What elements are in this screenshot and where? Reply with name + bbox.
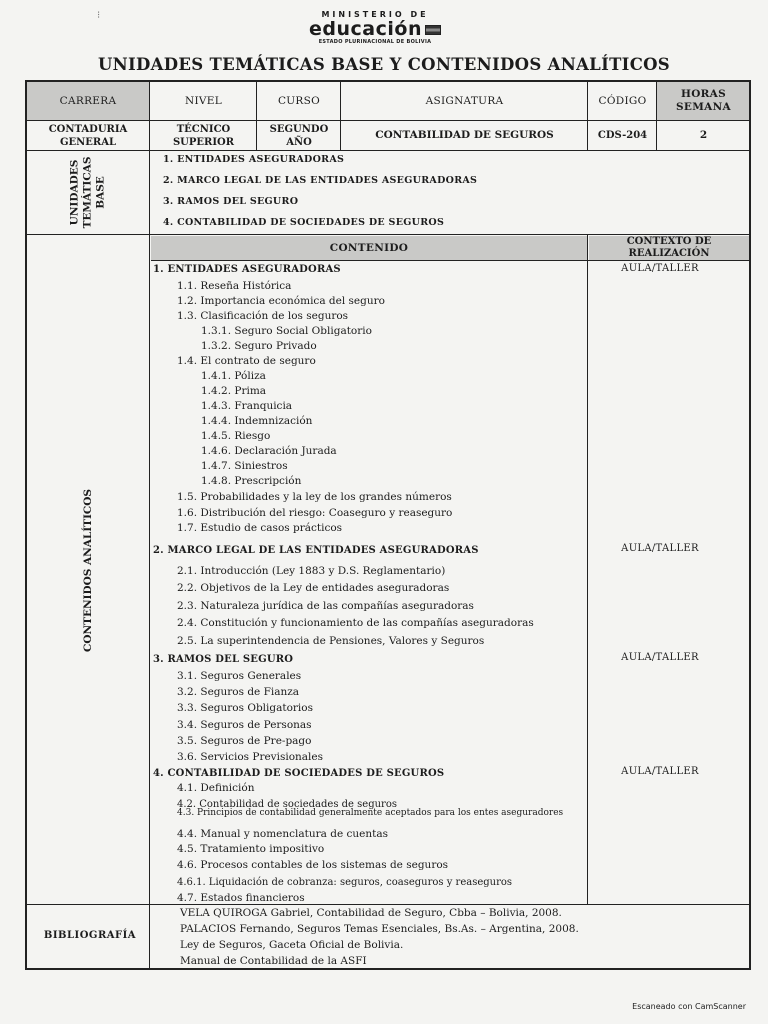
scanner-watermark: Escaneado con CamScanner	[632, 1002, 746, 1011]
value-curso-line1: SEGUNDO	[269, 123, 329, 135]
ministry-logo-block	[300, 10, 450, 45]
content-item: 1.4.5. Riesgo	[201, 430, 271, 442]
content-item: 4.5. Tratamiento impositivo	[177, 843, 325, 855]
contexto-header-line1: CONTEXTO DE	[626, 235, 712, 247]
content-item: 2.1. Introducción (Ley 1883 y D.S. Reglamentario)	[177, 565, 446, 577]
col-header-carrera: CARRERA	[59, 94, 117, 107]
value-carrera-line1: CONTADURIA	[48, 123, 128, 135]
content-item: 4.2. Contabilidad de sociedades de seguros	[177, 799, 397, 810]
rule	[151, 260, 751, 261]
content-item: 1.4.3. Franquicia	[201, 400, 293, 412]
page-title: UNIDADES TEMÁTICAS BASE Y CONTENIDOS ANALÍTICOS	[97, 55, 671, 74]
bibliography-item: VELA QUIROGA Gabriel, Contabilidad de Seguro, Cbba – Bolivia, 2008.	[180, 907, 562, 919]
content-item: 1.3.1. Seguro Social Obligatorio	[201, 325, 372, 337]
bibliography-item: Manual de Contabilidad de la ASFI	[180, 955, 367, 967]
value-codigo: CDS-204	[597, 130, 648, 141]
content-item: 4.6. Procesos contables de los sistemas de seguros	[177, 859, 449, 871]
rule	[340, 80, 341, 150]
bibliography-item: Ley de Seguros, Gaceta Oficial de Bolivia.	[180, 939, 404, 951]
col-header-horas	[658, 82, 749, 120]
context-cell: AULA/TALLER	[621, 766, 699, 777]
content-item: 1.4.1. Póliza	[201, 370, 266, 382]
content-item: 1.1. Reseña Histórica	[177, 280, 292, 292]
content-item: 1.4. El contrato de seguro	[177, 355, 316, 367]
value-nivel-line2: SUPERIOR	[172, 136, 235, 148]
content-item: 1.4.7. Siniestros	[201, 460, 288, 472]
col-header-nivel: NIVEL	[184, 94, 223, 107]
content-item: 3.5. Seguros de Pre-pago	[177, 735, 312, 747]
content-item: 4.4. Manual y nomenclatura de cuentas	[177, 828, 389, 840]
units-label-line2: TEMÁTICAS	[81, 156, 94, 229]
value-horas: 2	[699, 129, 708, 141]
content-section-title: 3. RAMOS DEL SEGURO	[153, 654, 294, 665]
content-section-title: 2. MARCO LEGAL DE LAS ENTIDADES ASEGURADORAS	[153, 545, 479, 556]
content-item: 2.5. La superintendencia de Pensiones, Valores y Seguros	[177, 635, 485, 647]
content-item: 1.7. Estudio de casos prácticos	[177, 522, 343, 534]
units-label-line3: BASE	[94, 176, 107, 209]
col-header-asignatura: ASIGNATURA	[425, 94, 504, 107]
content-item: 1.5. Probabilidades y la ley de los grandes números	[177, 491, 452, 503]
units-list	[163, 153, 477, 237]
rule	[149, 80, 150, 970]
rule	[587, 80, 588, 150]
bibliography-item: PALACIOS Fernando, Seguros Temas Esenciales, Bs.As. – Argentina, 2008.	[180, 923, 579, 935]
value-curso-line2: AÑO	[286, 136, 312, 148]
unit-item: 2. MARCO LEGAL DE LAS ENTIDADES ASEGURADORAS	[163, 175, 478, 186]
content-item: 3.4. Seguros de Personas	[177, 719, 312, 731]
content-item: 1.4.2. Prima	[201, 385, 267, 397]
content-item: 1.3.2. Seguro Privado	[201, 340, 317, 352]
col-header-curso: CURSO	[277, 94, 321, 107]
contexto-header-line2: REALIZACIÓN	[628, 247, 710, 259]
content-item: 1.2. Importancia económica del seguro	[177, 295, 385, 307]
content-item: 4.3. Principios de contabilidad generalmente aceptados para los entes aseguradores	[177, 808, 564, 818]
value-nivel	[151, 121, 256, 150]
bibliography-label: BIBLIOGRAFÍA	[43, 930, 137, 941]
content-item: 2.2. Objetivos de la Ley de entidades aseguradoras	[177, 582, 450, 594]
content-item: 1.6. Distribución del riesgo: Coaseguro y reaseguro	[177, 507, 453, 519]
content-item: 4.6.1. Liquidación de cobranza: seguros, coaseguros y reaseguros	[177, 877, 513, 888]
ministry-subtitle: ESTADO PLURINACIONAL DE BOLIVIA	[318, 39, 432, 45]
content-item: 3.1. Seguros Generales	[177, 670, 302, 682]
context-cell: AULA/TALLER	[621, 263, 699, 274]
ministry-logo-word: educación	[309, 18, 422, 40]
contenido-header: CONTENIDO	[329, 241, 409, 254]
content-item: 3.3. Seguros Obligatorios	[177, 702, 313, 714]
ministry-logo-text	[300, 19, 450, 39]
col-header-horas-line2: SEMANA	[676, 101, 731, 113]
content-section-title: 4. CONTABILIDAD DE SOCIEDADES DE SEGUROS	[153, 768, 445, 779]
value-curso	[258, 121, 340, 150]
content-item: 2.4. Constitución y funcionamiento de las compañías aseguradoras	[177, 617, 534, 629]
content-item: 3.6. Servicios Previsionales	[177, 751, 324, 763]
content-item: 4.1. Definición	[177, 782, 255, 794]
content-section-title: 1. ENTIDADES ASEGURADORAS	[153, 264, 341, 275]
content-item: 1.4.6. Declaración Jurada	[201, 445, 337, 457]
ministry-top-text: MINISTERIO DE	[321, 10, 429, 19]
context-cell: AULA/TALLER	[621, 652, 699, 663]
scan-speck: ⁝	[97, 10, 101, 21]
bolivia-flag-icon	[425, 25, 441, 35]
content-item: 1.4.8. Prescripción	[201, 475, 302, 487]
value-carrera	[27, 121, 149, 150]
rule	[25, 904, 751, 905]
content-item: 2.3. Naturaleza jurídica de las compañías aseguradoras	[177, 600, 474, 612]
value-carrera-line2: GENERAL	[59, 136, 117, 148]
unit-item: 1. ENTIDADES ASEGURADORAS	[163, 154, 345, 165]
units-label	[27, 151, 149, 234]
rule	[587, 234, 588, 904]
contents-label	[27, 236, 149, 904]
col-header-horas-line1: HORAS	[680, 88, 727, 100]
units-label-rotated	[68, 157, 107, 229]
content-item: 3.2. Seguros de Fianza	[177, 686, 300, 698]
content-item: 1.4.4. Indemnización	[201, 415, 313, 427]
units-label-line1: UNIDADES	[68, 159, 81, 226]
rule	[256, 80, 257, 150]
content-item: 4.7. Estados financieros	[177, 892, 305, 904]
rule	[656, 80, 657, 150]
contexto-header	[589, 235, 749, 260]
content-item: 1.3. Clasificación de los seguros	[177, 310, 349, 322]
context-cell: AULA/TALLER	[621, 543, 699, 554]
contents-label-text: CONTENIDOS ANALÍTICOS	[81, 488, 94, 652]
unit-item: 4. CONTABILIDAD DE SOCIEDADES DE SEGUROS	[163, 217, 445, 228]
value-nivel-line1: TÉCNICO	[176, 123, 231, 135]
unit-item: 3. RAMOS DEL SEGURO	[163, 196, 299, 207]
value-asignatura: CONTABILIDAD DE SEGUROS	[375, 129, 554, 141]
col-header-codigo: CÓDIGO	[598, 94, 647, 107]
